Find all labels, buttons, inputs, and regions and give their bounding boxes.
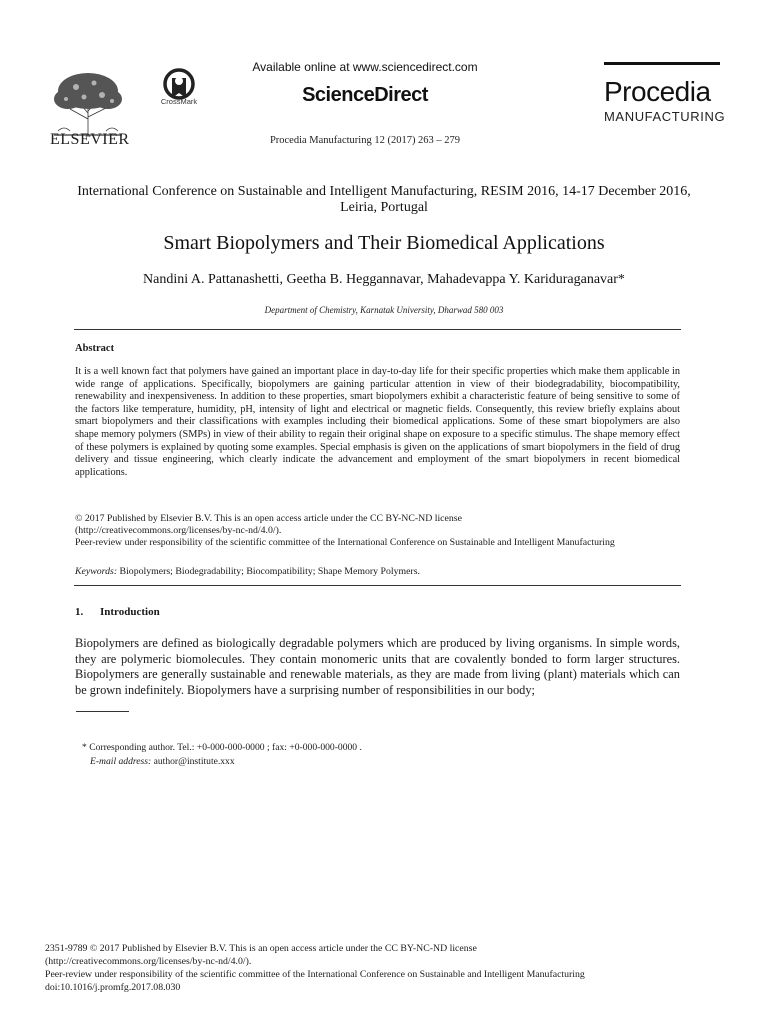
keywords-list: Biopolymers; Biodegradability; Biocompatibility; Shape Memory Polymers. [119,566,420,577]
footnote-divider [76,711,129,712]
footer-peer-review: Peer-review under responsibility of the scientific committee of the International Conference on Sustainable and Intelligent Manufacturing [45,969,585,980]
conference-name: International Conference on Sustainable and Intelligent Manufacturing, RESIM 2016, 14-17 December 2016, Leiria, Portugal [77,184,691,215]
journal-logo-subtitle: MANUFACTURING [604,109,726,124]
page-footer [45,942,725,994]
journal-logo: Procedia [604,76,711,107]
email-label: E-mail address: [90,756,152,767]
license-statement: © 2017 Published by Elsevier B.V. This is an open access article under the CC BY-NC-ND license [75,513,462,524]
author-affiliation: Department of Chemistry, Karnatak University, Dharwad 580 003 [264,305,504,315]
sciencedirect-logo[interactable]: ScienceDirect [302,84,428,106]
keywords-label: Keywords: [75,566,118,577]
email-line [90,756,235,767]
section-divider [74,329,681,330]
doi[interactable]: doi:10.1016/j.promfg.2017.08.030 [45,982,181,993]
publisher-name: ELSEVIER [50,131,130,148]
abstract-text: It is a well known fact that polymers have gained an important place in day-to-day life for their specific properties which make them applicable in wide range of applications. Specifically, biopolymers are gaining particular attention in view of their biodegradability, biocompatibility, renewability and inexpensiveness. In addition to these properties, smart biopolymers exhibit a characteristic feature of being sensitive to some of the factors like temperature, humidity, pH, intensity of light and electrical or magnetic fields. Consequently, this review briefly explains about smart biopolymers and their classifications with examples including their biomedical applications. Some of these smart biopolymers are also shape memory polymers (SMPs) in view of their ability to regain their original shape on exposure to a specific stimulus. The shape memory effect of these polymers is explained by quoting some examples. Special emphasis is given on the applications of smart biopolymers in the field of drug delivery and tissue engineering, which clearly indicate the advancement and employment of the smart biopolymers in recent biomedical applications. [75,366,680,478]
section-number: 1. [75,606,84,618]
peer-review-statement: Peer-review under responsibility of the scientific committee of the International Conference on Sustainable and Intelligent Manufacturing [75,537,615,548]
license-link[interactable]: (http://creativecommons.org/licenses/by-nc-nd/4.0/). [75,525,282,536]
introduction-text: Biopolymers are defined as biologically degradable polymers which are produced by living organisms. In simple words, they are polymeric biomolecules. They contain monomeric units that are covalently bonded to form larger structures. Biopolymers are generally sustainable and renewable materials, as they are made from living (plant) materials which can be grown indefinitely. Biopolymers have a surprising number of responsibilities in our body; [75,636,680,697]
introduction-heading [75,606,160,618]
author-list: Nandini A. Pattanashetti, Geetha B. Heggannavar, Mahadevappa Y. Kariduraganavar* [143,272,625,287]
issn-license: 2351-9789 © 2017 Published by Elsevier B.V. This is an open access article under the CC BY-NC-ND license [45,943,477,954]
corresponding-author-note: * Corresponding author. Tel.: +0-000-000-0000 ; fax: +0-000-000-0000 . [82,742,362,753]
procedia-top-bar [604,62,720,65]
section-title: Introduction [100,606,160,618]
keywords-line [75,566,680,577]
abstract-heading: Abstract [75,343,115,354]
available-online-text: Available online at www.sciencedirect.com [252,60,478,74]
article-title: Smart Biopolymers and Their Biomedical Applications [163,232,605,254]
footer-license-link[interactable]: (http://creativecommons.org/licenses/by-nc-nd/4.0/). [45,956,252,967]
email-address[interactable]: author@institute.xxx [153,756,235,767]
journal-reference: Procedia Manufacturing 12 (2017) 263 – 279 [269,135,461,146]
section-divider [74,585,681,586]
crossmark-label: CrossMark [160,97,198,106]
